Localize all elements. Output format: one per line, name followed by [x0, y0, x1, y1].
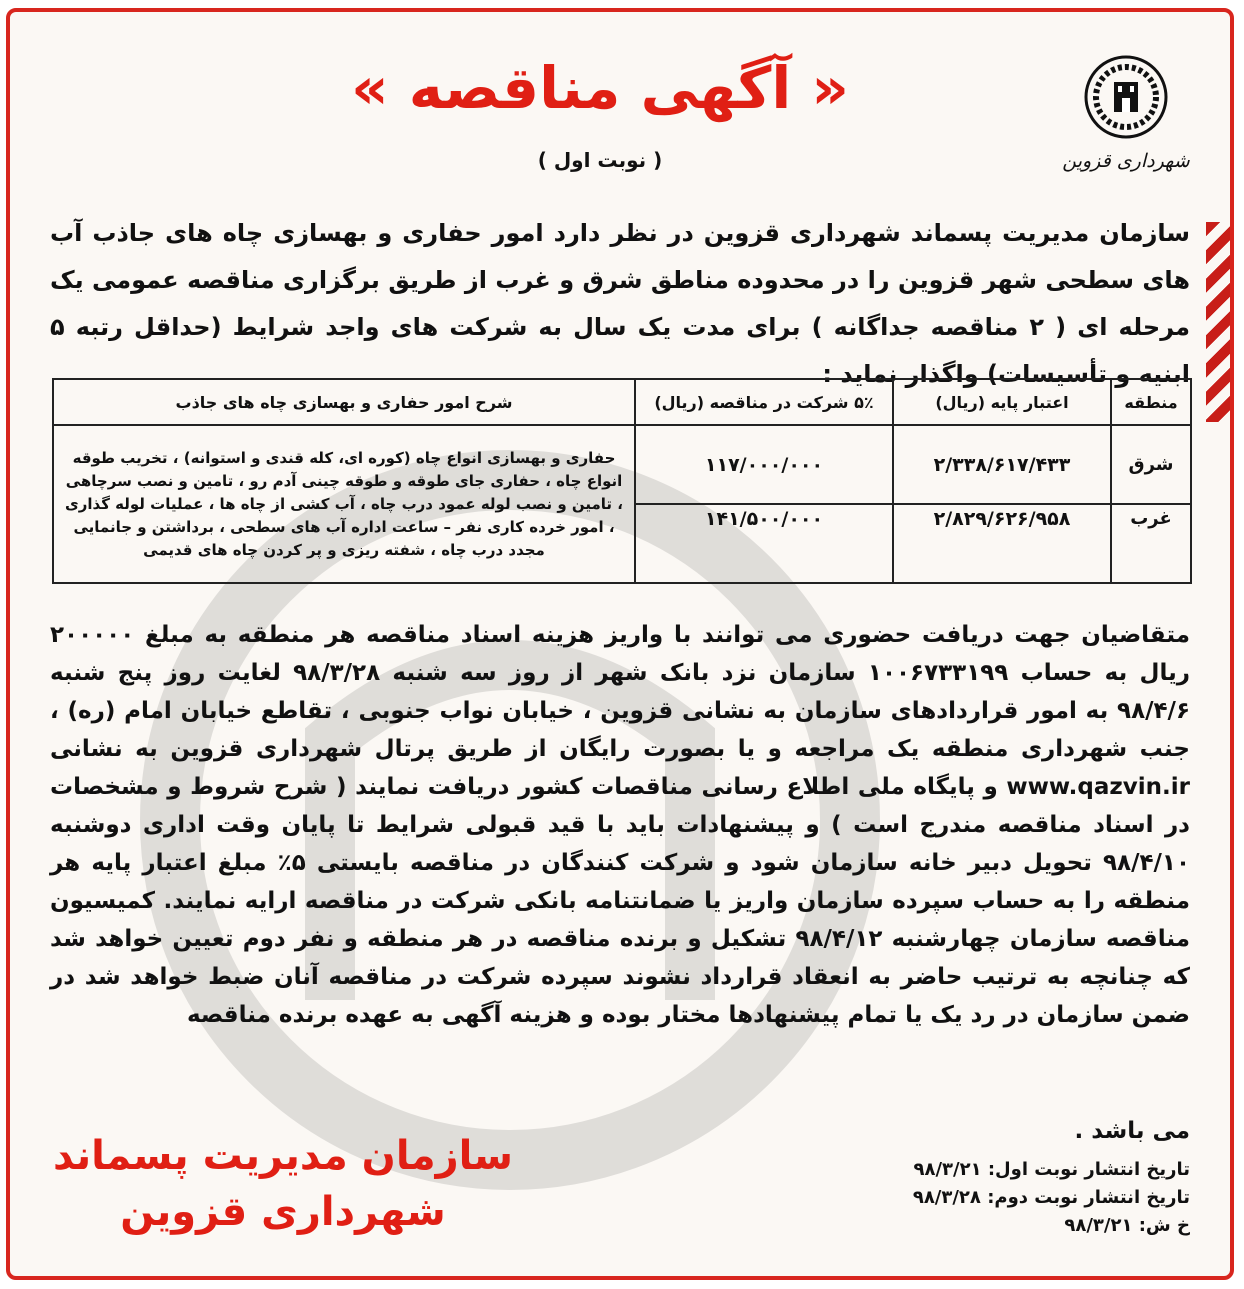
header-participation: ۵٪ شرکت در مناقصه (ریال) — [635, 379, 893, 425]
municipality-logo — [1056, 52, 1196, 202]
second-publication-date: تاریخ انتشار نوبت دوم: ۹۸/۳/۲۸ — [912, 1187, 1190, 1208]
organization-line1: سازمان مدیریت پسماند — [53, 1133, 513, 1179]
base-credit-cell: ۲/۸۲۹/۶۲۶/۹۵۸ — [893, 504, 1111, 583]
table-header-row — [53, 379, 1191, 425]
first-publication-date: تاریخ انتشار نوبت اول: ۹۸/۳/۲۱ — [913, 1159, 1190, 1180]
participation-cell: ۱۴۱/۵۰۰/۰۰۰ — [635, 504, 893, 583]
header-region: منطقه — [1111, 379, 1191, 425]
table-row — [53, 425, 1191, 504]
intro-paragraph: سازمان مدیریت پسماند شهرداری قزوین در نظر دارد امور حفاری و بهسازی چاه های جاذب آب های سطحی شهر قزوین را در محدوده مناطق شرق و غرب از طریق برگزاری مناقصه عمومی یک مرحله ای ( ۲ مناقصه جداگانه ) برای مدت یک سال به شرکت های واجد شرایط (حداقل رتبه ۵ ابنیه و تأسیسات) واگذار نماید : — [50, 219, 1190, 388]
body-end: می باشد . — [1074, 1118, 1190, 1144]
tender-table — [52, 378, 1192, 584]
organization-line2: شهرداری قزوین — [120, 1189, 446, 1235]
publication-dates — [913, 1156, 1190, 1240]
header-base-credit: اعتبار پایه (ریال) — [893, 379, 1111, 425]
header-description: شرح امور حفاری و بهسازی چاه های جاذب — [53, 379, 635, 425]
municipality-emblem-icon — [1081, 52, 1171, 142]
organization-signature — [48, 1128, 518, 1240]
region-cell: غرب — [1111, 504, 1191, 583]
reference-number: خ ش: ۹۸/۳/۲۱ — [1064, 1215, 1190, 1236]
page-subtitle: ( نوبت اول ) — [537, 148, 663, 172]
region-cell: شرق — [1111, 425, 1191, 504]
participation-cell: ۱۱۷/۰۰۰/۰۰۰ — [635, 425, 893, 504]
body-paragraph: متقاضیان جهت دریافت حضوری می توانند با واریز هزینه اسناد مناقصه هر منطقه به مبلغ ۲۰۰۰۰۰ ریال به حساب ۱۰۰۶۷۳۳۱۹۹ سازمان نزد بانک شهر از روز سه شنبه ۹۸/۳/۲۸ لغایت روز پنج شنبه ۹۸/۴/۶ به امور قراردادهای سازمان به نشانی قزوین ، خیابان نواب جنوبی ، تقاطع خیابان امام (ره) ، جنب شهرداری منطقه یک مراجعه و یا بصورت رایگان از طریق پرتال شهرداری قزوین به نشانی www.qazvin.ir و پایگاه ملی اطلاع رسانی مناقصات کشور دریافت نمایند ( شرح شروط و مشخصات در اسناد مناقصه مندرج است ) و پیشنهادات باید با قید قبولی شرایط تا پایان وقت اداری دوشنبه ۹۸/۴/۱۰ تحویل دبیر خانه سازمان شود و شرکت کنندگان در مناقصه بایستی ۵٪ مبلغ اعتبار پایه هر منطقه را به حساب سپرده سازمان واریز یا ضمانتنامه بانکی شرکت در مناقصه ارایه نمایند. کمیسیون مناقصه سازمان چهارشنبه ۹۸/۴/۱۲ تشکیل و برنده مناقصه در هر منطقه و نفر دوم تعیین خواهد شد که چنانچه به ترتیب حاضر به انعقاد قرارداد نشوند سپرده شرکت در مناقصه آنان ضبط خواهد شد در ضمن سازمان در رد یک یا تمام پیشنهادها مختار بوده و هزینه آگهی به عهده برنده مناقصه — [50, 622, 1190, 1028]
description-cell: حفاری و بهسازی انواع چاه (کوره ای، کله قندی و استوانه) ، تخریب طوقه انواع چاه ، حفاری جای طوقه و طوقه چینی آدم رو ، تامین و نصب سرچاهی ، تامین و نصب لوله عمود درب چاه ، آب کشی از چاه ها ، عملیات لوله گذاری ، امور خرده کاری نفر – ساعت اداره آب های سطحی ، برداشتن و جانمایی مجدد درب چاه ، شفته ریزی و پر کردن چاه های قدیمی — [53, 425, 635, 583]
base-credit-cell: ۲/۳۳۸/۶۱۷/۴۳۳ — [893, 425, 1111, 504]
decorative-strip — [1206, 222, 1230, 422]
page-title: « آگهی مناقصه » — [351, 54, 849, 122]
logo-caption: شهرداری قزوین — [1062, 150, 1190, 172]
